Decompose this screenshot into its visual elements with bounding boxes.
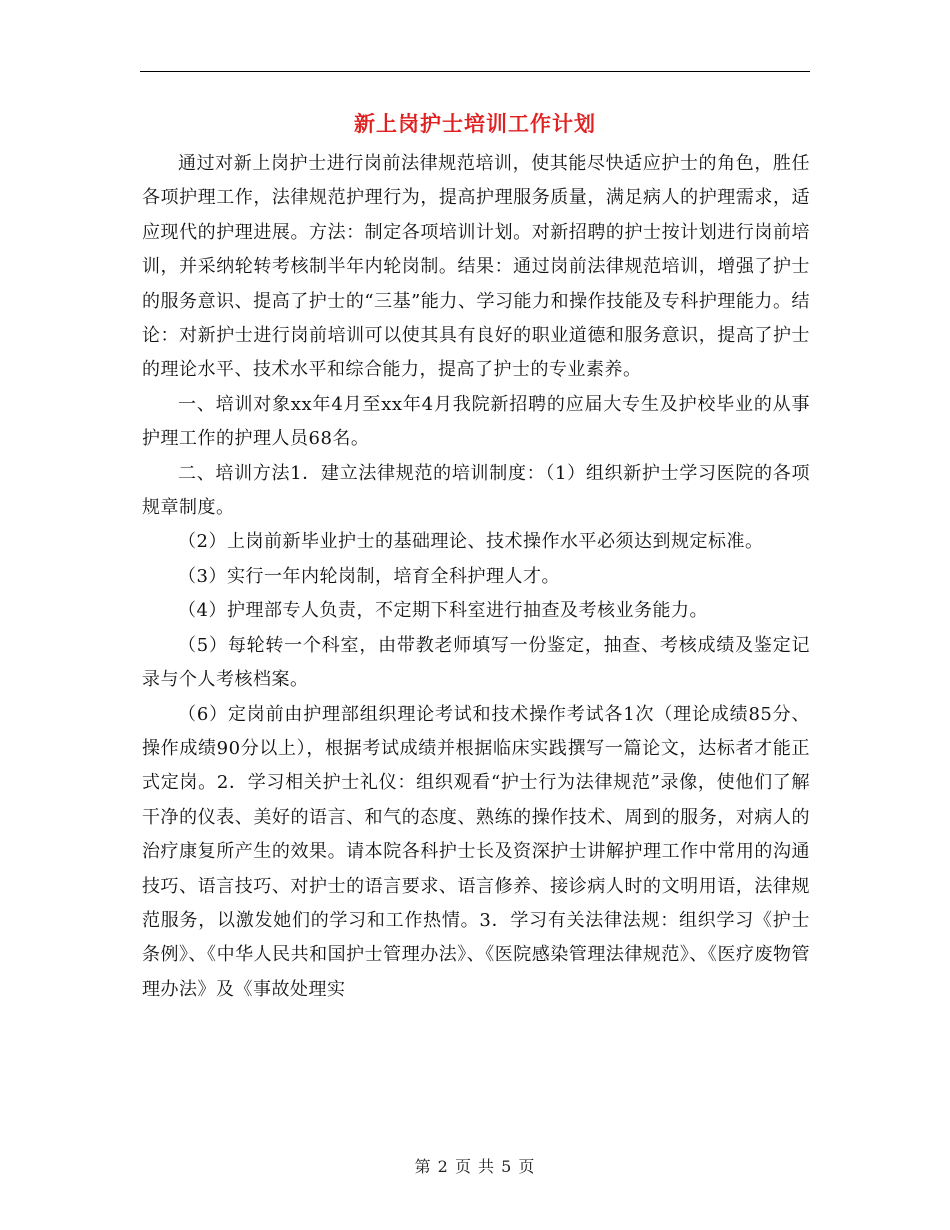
paragraph-item-3: （3）实行一年内轮岗制，培育全科护理人才。 [178, 565, 560, 587]
paragraph-item-6: （6）定岗前由护理部组织理论考试和技术操作考试各1次（理论成绩85分、操作成绩90分以上），根据考试成绩并根据临床实践撰写一篇论文，达标者才能正式定岗。2．学习相关护士礼仪：组织观看“护士行为法律规范”录像，使他们了解干净的仪表、美好的语言、和气的态度、熟练的操作技术、周到的服务，对病人的治疗康复所产生的效果。请本院各科护士长及资深护士讲解护理工作中常用的沟通技巧、语言技巧、对护士的语言要求、语言修养、接诊病人时的文明用语，法律规范服务，以激发她们的学习和工作热情。3．学习有关法律法规：组织学习《护士条例》、《中华人民共和国护士管理办法》、《医院感染管理法律规范》、《医疗废物管理办法》及《事故处理实 [142, 703, 810, 1000]
page-number-footer: 第 2 页 共 5 页 [414, 1157, 536, 1176]
paragraph-intro: 通过对新上岗护士进行岗前法律规范培训，使其能尽快适应护士的角色，胜任各项护理工作，法律规范护理行为，提高护理服务质量，满足病人的护理需求，适应现代的护理进展。方法：制定各项培训计划。对新招聘的护士按计划进行岗前培训，并采纳轮转考核制半年内轮岗制。结果：通过岗前法律规范培训，增强了护士的服务意识、提高了护士的“三基”能力、学习能力和操作技能及专科护理能力。结论：对新护士进行岗前培训可以使其具有良好的职业道德和服务意识，提高了护士的理论水平、技术水平和综合能力，提高了护士的专业素养。 [142, 153, 810, 381]
paragraph-training-method: 二、培训方法1．建立法律规范的培训制度：（1）组织新护士学习医院的各项规章制度。 [142, 462, 810, 519]
document-body [142, 147, 810, 1007]
paragraph-item-5: （5）每轮转一个科室，由带教老师填写一份鉴定，抽查、考核成绩及鉴定记录与个人考核档案。 [142, 634, 810, 691]
document-title: 新上岗护士培训工作计划 [354, 111, 596, 136]
paragraph-item-2: （2）上岗前新毕业护士的基础理论、技术操作水平必须达到规定标准。 [178, 531, 764, 553]
paragraph-training-target: 一、培训对象xx年4月至xx年4月我院新招聘的应届大专生及护校毕业的从事护理工作的护理人员68名。 [142, 393, 810, 450]
paragraph-item-4: （4）护理部专人负责，不定期下科室进行抽查及考核业务能力。 [178, 600, 708, 622]
header-rule [140, 71, 810, 72]
